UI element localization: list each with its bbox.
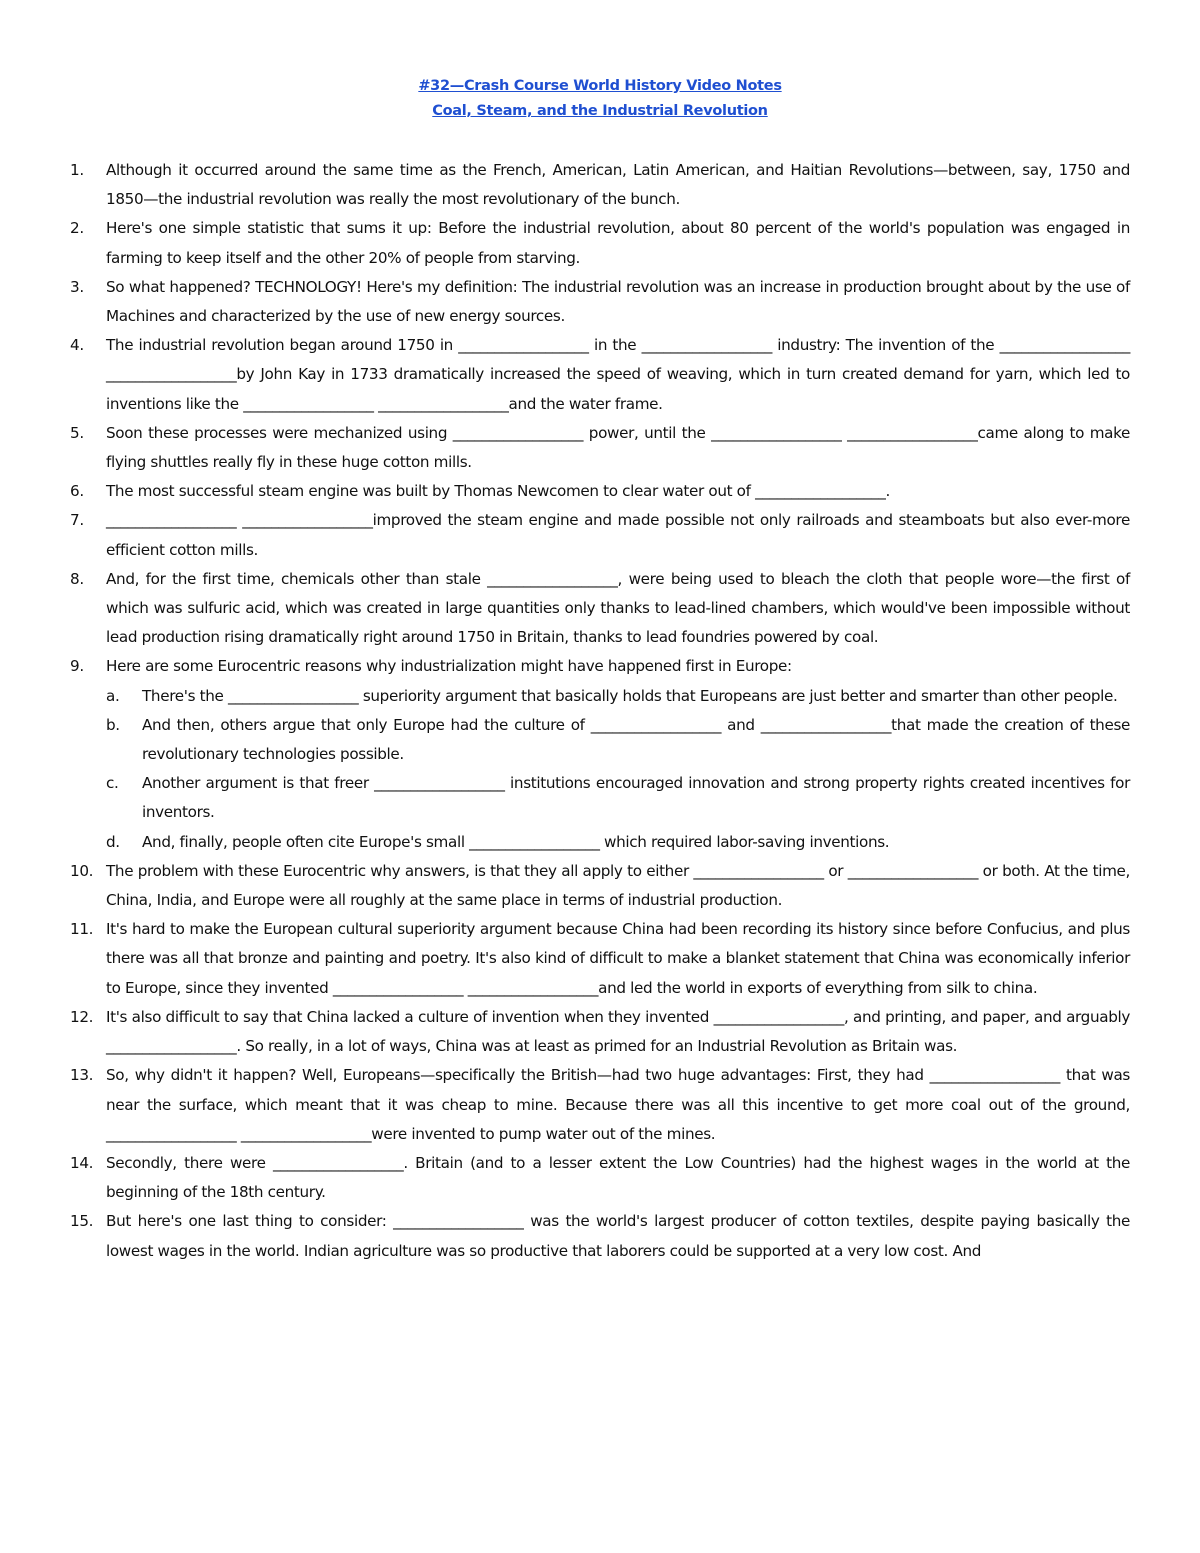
item-text: It's also difficult to say that China lacked a culture of invention when they invented __________________, and printing, and paper, and arguably __________________. So really, in a lot of ways, China was at least as primed for an Industrial Revolution as Britain was.: [106, 1007, 1130, 1056]
item-number: 3.: [70, 277, 84, 296]
document-subtitle: Coal, Steam, and the Industrial Revolution: [432, 103, 768, 119]
note-item-15: [70, 1207, 1130, 1265]
note-item-7: [70, 506, 1130, 564]
subitem-text: And then, others argue that only Europe had the culture of __________________ and __________________that made the creation of these revolutionary technologies possible.: [142, 715, 1130, 764]
note-item-1: [70, 156, 1130, 214]
item-text: Although it occurred around the same time as the French, American, Latin American, and Haitian Revolutions—between, say, 1750 and 1850—the industrial revolution was really the most revolutionary of the bunch.: [106, 161, 1130, 209]
note-item-4: [70, 331, 1130, 419]
item-text: And, for the first time, chemicals other than stale __________________, were being used to bleach the cloth that people wore—the first of which was sulfuric acid, which was created in large quantities only thanks to lead-lined chambers, which would've been impossible without lead production rising dramatically right around 1750 in Britain, thanks to lead foundries powered by coal.: [106, 569, 1130, 647]
document-title: #32—Crash Course World History Video Notes: [418, 78, 782, 94]
item-number: 14.: [70, 1153, 94, 1172]
item-text: It's hard to make the European cultural superiority argument because China had been recording its history since before Confucius, and plus there was all that bronze and painting and poetry. It's also kind of difficult to make a blanket statement that China was economically inferior to Europe, since they invented __________________ __________________and led the world in exports of everything from silk to china.: [106, 920, 1130, 997]
document-header: [0, 74, 1200, 124]
note-item-11: [70, 915, 1130, 1003]
item-text: But here's one last thing to consider: __________________ was the world's largest producer of cotton textiles, despite paying basically the lowest wages in the world. Indian agriculture was so productive that laborers could be supported at a very low cost. And: [106, 1212, 1130, 1260]
item-text: The problem with these Eurocentric why answers, is that they all apply to either __________________ or __________________ or both. At the time, China, India, and Europe were all roughly at the same place in terms of industrial production.: [106, 861, 1130, 910]
item-text: __________________ __________________improved the steam engine and made possible not only railroads and steamboats but also ever-more efficient cotton mills.: [106, 511, 1130, 559]
item-number: 15.: [70, 1212, 94, 1231]
item-number: 2.: [70, 219, 84, 238]
item-number: 13.: [70, 1066, 94, 1085]
subitem-letter: b.: [106, 715, 120, 734]
item-number: 5.: [70, 423, 84, 442]
note-item-14: [70, 1149, 1130, 1207]
item-text: Here's one simple statistic that sums it up: Before the industrial revolution, about 80 percent of the world's population was engaged in farming to keep itself and the other 20% of people from starving.: [106, 219, 1130, 267]
item-number: 6.: [70, 482, 84, 501]
note-item-5: [70, 419, 1130, 477]
item-number: 12.: [70, 1007, 94, 1026]
subitem-letter: d.: [106, 832, 120, 851]
note-item-12: [70, 1003, 1130, 1061]
item-number: 8.: [70, 569, 84, 588]
item-number: 4.: [70, 336, 84, 355]
item-number: 1.: [70, 161, 84, 179]
subitem-letter: a.: [106, 686, 120, 705]
subitem-text: And, finally, people often cite Europe's small __________________ which required labor-saving inventions.: [142, 832, 890, 851]
note-subitem-d: [70, 828, 1130, 857]
notes-list: [70, 156, 1130, 1266]
subitem-text: Another argument is that freer __________________ institutions encouraged innovation and strong property rights created incentives for inventors.: [142, 774, 1130, 822]
note-item-6: [70, 477, 1130, 506]
note-item-2: [70, 214, 1130, 272]
note-item-10: [70, 857, 1130, 915]
item-text: Here are some Eurocentric reasons why industrialization might have happened first in Europe:: [106, 657, 792, 676]
note-item-13: [70, 1061, 1130, 1149]
note-item-8: [70, 565, 1130, 653]
note-subitem-a: [70, 682, 1130, 711]
item-number: 9.: [70, 657, 84, 676]
item-number: 7.: [70, 511, 84, 530]
item-number: 11.: [70, 920, 94, 939]
note-item-3: [70, 273, 1130, 331]
item-text: So, why didn't it happen? Well, Europeans—specifically the British—had two huge advantages: First, they had __________________ that was near the surface, which meant that it was cheap to mine. Because there was all this incentive to get more coal out of the ground, __________________ __________________were invented to pump water out of the mines.: [106, 1066, 1130, 1143]
item-text: The industrial revolution began around 1750 in __________________ in the __________________ industry: The invention of the __________________ __________________by John Kay in 1733 dramatically increased the speed of weaving, which in turn created demand for yarn, which led to inventions like the __________________ __________________and the water frame.: [106, 336, 1130, 413]
item-number: 10.: [70, 861, 94, 880]
note-subitem-c: [70, 769, 1130, 827]
item-text: So what happened? TECHNOLOGY! Here's my definition: The industrial revolution was an increase in production brought about by the use of Machines and characterized by the use of new energy sources.: [106, 277, 1130, 326]
note-subitem-b: [70, 711, 1130, 769]
note-item-9: [70, 652, 1130, 681]
item-text: Secondly, there were __________________. Britain (and to a lesser extent the Low Countries) had the highest wages in the world at the beginning of the 18th century.: [106, 1153, 1130, 1202]
item-text: Soon these processes were mechanized using __________________ power, until the __________________ __________________came along to make flying shuttles really fly in these huge cotton mills.: [106, 423, 1130, 472]
item-text: The most successful steam engine was built by Thomas Newcomen to clear water out of __________________.: [106, 482, 890, 501]
subitem-text: There's the __________________ superiority argument that basically holds that Europeans are just better and smarter than other people.: [142, 686, 1118, 705]
subitem-letter: c.: [106, 774, 119, 793]
